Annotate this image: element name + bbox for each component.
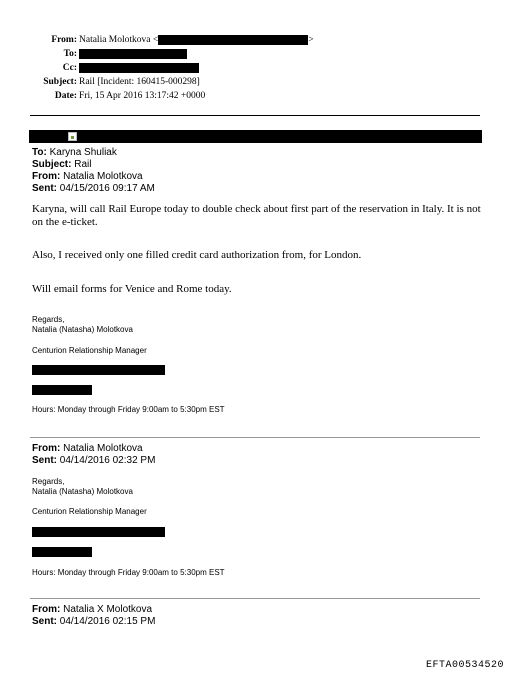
message1-subject-value: Rail — [74, 159, 92, 170]
message3-meta — [32, 604, 155, 628]
header-divider — [30, 115, 480, 116]
header-from-value — [79, 33, 314, 47]
message1-meta — [32, 147, 155, 195]
redacted-sig-line-4 — [32, 547, 92, 557]
redacted-to — [79, 49, 187, 59]
message-divider-1 — [30, 437, 480, 438]
message1-hours: Hours: Monday through Friday 9:00am to 5:30pm EST — [32, 405, 225, 414]
message3-from-line — [32, 604, 155, 616]
message1-regards: Regards, — [32, 315, 65, 324]
message2-sent-value: 04/14/2016 02:32 PM — [59, 455, 156, 466]
header-from-name: Natalia Molotkova < — [79, 35, 159, 45]
redacted-from-email — [158, 35, 308, 45]
message3-sent-line — [32, 616, 155, 628]
message1-subject-label: Subject: — [32, 159, 72, 170]
header-to-value — [79, 47, 187, 61]
header-from-row — [0, 33, 512, 47]
header-subject-value: Rail [Incident: 160415-000298] — [79, 77, 200, 87]
message1-subject-line — [32, 159, 155, 171]
message2-from-value: Natalia Molotkova — [63, 443, 143, 454]
email-header — [0, 33, 512, 103]
message1-sent-value: 04/15/2016 09:17 AM — [59, 183, 155, 194]
redacted-cc — [79, 63, 199, 73]
header-subject-row — [0, 75, 512, 89]
message3-from-value: Natalia X Molotkova — [63, 604, 153, 615]
message1-from-label: From: — [32, 171, 61, 182]
message1-to-label: To: — [32, 147, 47, 158]
redacted-sig-line-1 — [32, 365, 165, 375]
message2-sent-label: Sent: — [32, 455, 57, 466]
message1-sig-title: Centurion Relationship Manager — [32, 346, 147, 355]
header-cc-value — [79, 61, 199, 75]
redacted-banner — [29, 130, 482, 143]
header-from-label: From: — [51, 35, 77, 45]
message1-paragraph-1: Karyna, will call Rail Europe today to double check about first part of the reservation in Italy. It is not on the e-ticket. — [32, 203, 481, 228]
message1-to-line — [32, 147, 155, 159]
message3-sent-label: Sent: — [32, 616, 57, 627]
message-divider-2 — [30, 598, 480, 599]
message2-hours: Hours: Monday through Friday 9:00am to 5:30pm EST — [32, 568, 225, 577]
redacted-sig-line-2 — [32, 385, 92, 395]
document-id: EFTA00534520 — [425, 660, 504, 671]
message1-from-value: Natalia Molotkova — [63, 171, 143, 182]
header-to-row — [0, 47, 512, 61]
message1-paragraph-2: Also, I received only one filled credit card authorization from, for London. — [32, 249, 362, 261]
message2-sig-name: Natalia (Natasha) Molotkova — [32, 487, 133, 496]
message3-from-label: From: — [32, 604, 61, 615]
redacted-sig-line-3 — [32, 527, 165, 537]
header-date-row — [0, 89, 512, 103]
message2-regards: Regards, — [32, 477, 65, 486]
message1-paragraph-3: Will email forms for Venice and Rome today. — [32, 283, 232, 295]
header-to-label: To: — [63, 49, 77, 59]
message1-to-value: Karyna Shuliak — [49, 147, 117, 158]
header-subject-label: Subject: — [43, 77, 77, 87]
header-date-label: Date: — [54, 91, 77, 101]
header-cc-row — [0, 61, 512, 75]
message2-signature — [32, 477, 133, 497]
message1-sig-name: Natalia (Natasha) Molotkova — [32, 325, 133, 334]
message3-sent-value: 04/14/2016 02:15 PM — [59, 616, 156, 627]
header-date-value: Fri, 15 Apr 2016 13:17:42 +0000 — [79, 91, 206, 101]
message1-signature — [32, 315, 133, 335]
header-from-suffix: > — [308, 35, 314, 45]
header-cc-label: Cc: — [62, 63, 77, 73]
message2-from-label: From: — [32, 443, 61, 454]
message2-sent-line — [32, 455, 155, 467]
message2-sig-title: Centurion Relationship Manager — [32, 507, 147, 516]
message1-from-line — [32, 171, 155, 183]
message1-sent-line — [32, 183, 155, 195]
broken-image-icon — [68, 132, 77, 141]
message1-sent-label: Sent: — [32, 183, 57, 194]
message2-from-line — [32, 443, 155, 455]
message2-meta — [32, 443, 155, 467]
